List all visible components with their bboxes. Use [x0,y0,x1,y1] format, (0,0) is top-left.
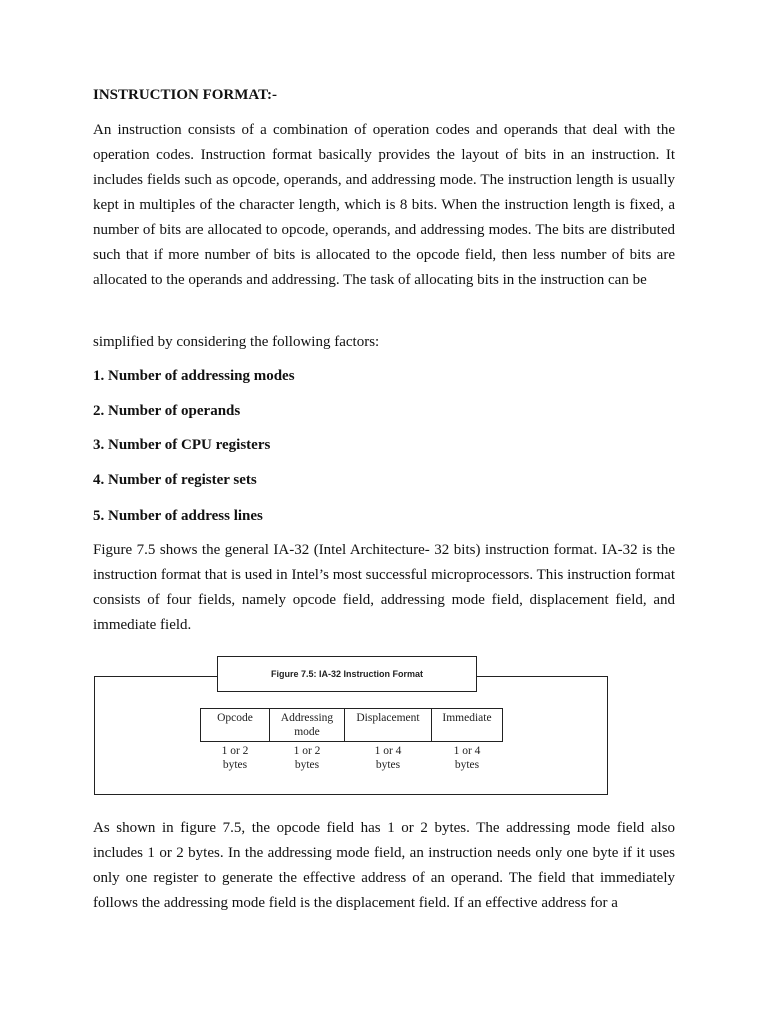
opcode-explanation-paragraph: As shown in figure 7.5, the opcode field has 1 or 2 bytes. The addressing mode field also includes 1 or 2 bytes. In the addressing mode field, an instruction needs only one byte if it uses only one register to generate the effective address of an operand. The field that immediately follows the addressing mode field is the displacement field. If an effective address for a [93,820,675,911]
field-displacement: Displacement [345,709,432,742]
factor-item: 2. Number of operands [93,403,241,419]
field-opcode: Opcode [201,709,270,742]
field-size-opcode: 1 or 2 bytes [221,745,249,771]
figure-frame-top-right [476,676,607,677]
instruction-format-table [200,708,503,772]
field-immediate: Immediate [432,709,503,742]
section-heading: INSTRUCTION FORMAT:- [93,87,278,103]
field-addressing-mode: Addressing mode [270,709,345,742]
figure-caption: Figure 7.5: IA-32 Instruction Format [217,656,477,692]
factor-item: 4. Number of register sets [93,472,257,488]
factor-item: 1. Number of addressing modes [93,368,295,384]
field-size-displacement: 1 or 4 bytes [374,745,402,771]
figure-frame-top-left [94,676,218,677]
intro-paragraph: An instruction consists of a combination of operation codes and operands that deal with the operation codes. Instruction format basically provides the layout of bits in an instruction. It includes fields such as opcode, operands, and addressing mode. The instruction length is usually kept in multiples of the character length, which is 8 bits. When the instruction length is fixed, a number of bits are allocated to opcode, operands, and addressing modes. The bits are distributed such that if more number of bits is allocated to the opcode field, then less number of bits are allocated to the operands and addressing. The task of allocating bits in the instruction can be [93,122,675,288]
field-size-addressing-mode: 1 or 2 bytes [293,745,321,771]
field-size-immediate: 1 or 4 bytes [453,745,481,771]
figure-description-paragraph: Figure 7.5 shows the general IA-32 (Intel Architecture- 32 bits) instruction format. IA-32 is the instruction format that is used in Intel’s most successful microprocessors. This instruction format consists of four fields, namely opcode field, addressing mode field, displacement field, and immediate field. [93,542,675,633]
factors-intro-paragraph: simplified by considering the following factors: [93,334,380,350]
factor-item: 3. Number of CPU registers [93,437,271,453]
factor-item: 5. Number of address lines [93,508,263,524]
